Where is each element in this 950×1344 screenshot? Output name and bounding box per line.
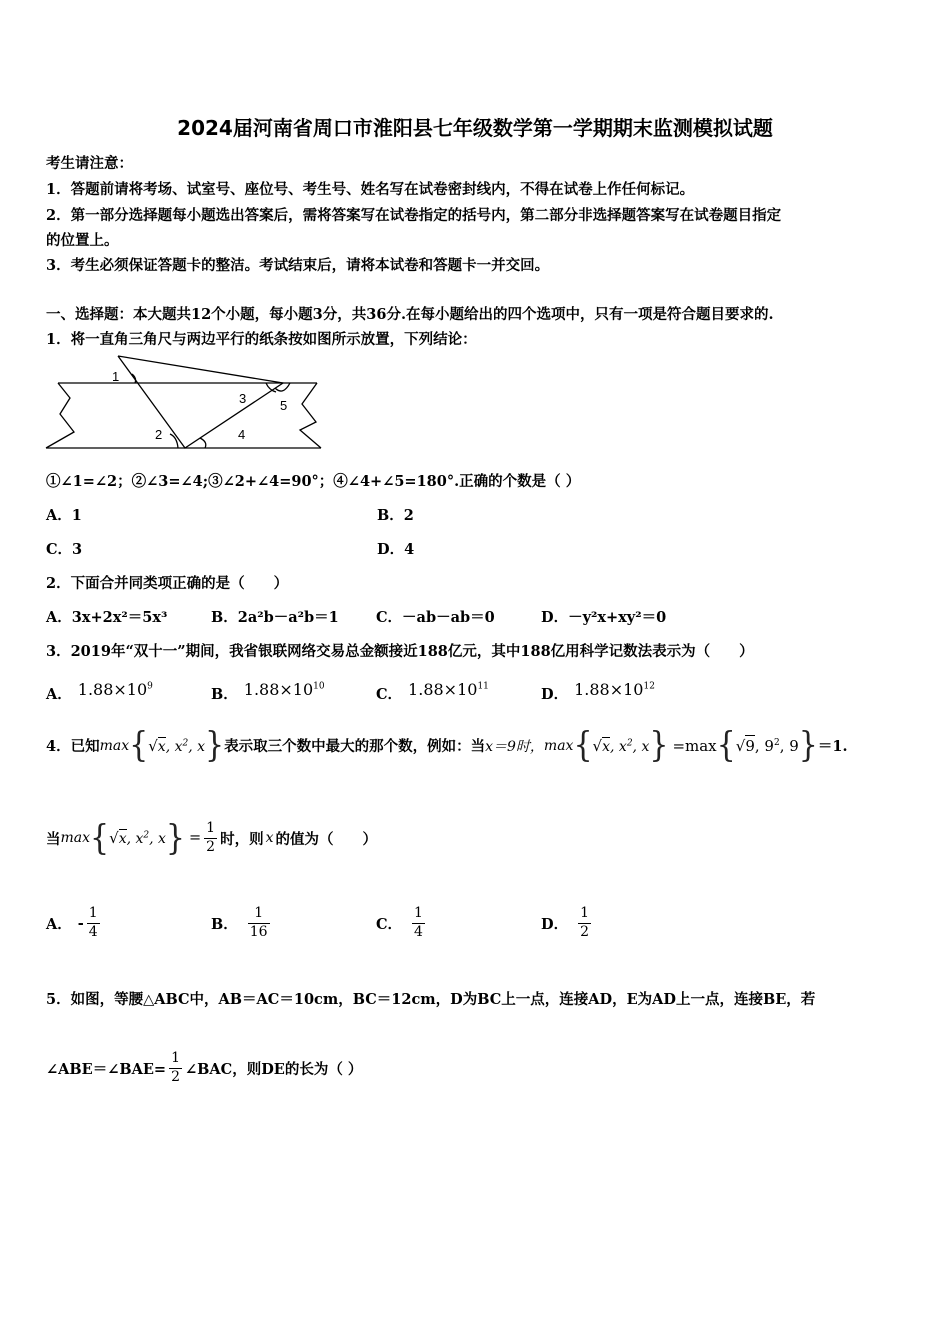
angle-4-arc xyxy=(200,438,206,448)
q4-option-a-fraction: $\frac{1}{4}$ xyxy=(88,905,98,940)
q4-line2-tail: 的值为（ ） xyxy=(275,830,377,848)
right-brace-icon: } xyxy=(205,725,225,766)
q4-args-2: √x, $x^2$, x xyxy=(592,736,650,755)
q2-option-c xyxy=(376,606,495,627)
q3-option-c xyxy=(376,680,489,704)
q3-option-d-label: D． xyxy=(541,686,569,703)
q3-option-a-value: $1.88\times 10^9$ xyxy=(77,680,153,699)
q1-figure xyxy=(40,352,330,454)
q5-stem: 5．如图，等腰△ABC中，AB＝AC＝10cm，BC＝12cm，D为BC上一点，连接AD，E为AD上一点，连接BE，若 xyxy=(46,991,816,1008)
q1-option-b: B．2 xyxy=(377,507,414,524)
q2-stem: 2．下面合并同类项正确的是（ ） xyxy=(46,575,289,592)
q4-option-b-label: B． xyxy=(211,915,238,933)
q4-option-d-label: D． xyxy=(541,915,569,933)
q4-option-c-label: C． xyxy=(376,915,403,933)
q4-option-c-fraction: $\frac{1}{4}$ xyxy=(414,905,423,940)
q4-option-a-sign: - xyxy=(77,914,84,932)
label-2: 2 xyxy=(155,427,163,442)
label-4: 4 xyxy=(238,427,246,442)
label-5: 5 xyxy=(280,398,288,413)
page-title: 2024届河南省周口市淮阳县七年级数学第一学期期末监测模拟试题 xyxy=(177,116,773,140)
notice-item-1: 1．答题前请将考场、试室号、座位号、考生号、姓名写在试卷密封线内，不得在试卷上作任何标记。 xyxy=(46,181,695,198)
q4-option-a-label: A． xyxy=(46,915,72,933)
q3-option-d-value: $1.88\times 10^{12}$ xyxy=(574,680,655,699)
q1-option-a: A．1 xyxy=(46,507,82,524)
q4-mid: 表示取三个数中最大的那个数，例如：当 xyxy=(224,738,486,755)
q4-line2-prefix: 当 xyxy=(46,830,61,848)
label-1: 1 xyxy=(112,369,120,384)
q4-option-d-fraction: $\frac{1}{2}$ xyxy=(580,905,589,940)
q2-option-d-label: D． xyxy=(541,609,569,626)
q2-option-d-text: －y²x+xy²＝0 xyxy=(568,609,667,626)
q2-option-d xyxy=(541,606,666,627)
q1-option-d: D．4 xyxy=(377,541,415,558)
q4-prefix: 4．已知 xyxy=(46,738,100,755)
notice-item-3: 3．考生必须保证答题卡的整洁。考试结束后，请将本试卷和答题卡一并交回。 xyxy=(46,257,550,274)
q2-option-c-label: C． xyxy=(376,609,403,626)
q2-option-b-label: B． xyxy=(211,609,238,626)
q4-line2-max: max xyxy=(60,830,91,846)
q5-line2-b: ∠BAC，则DE的长为（ ） xyxy=(185,1060,363,1078)
q3-option-b-label: B． xyxy=(211,686,238,703)
q2-option-a-text: 3x+2x²＝5x³ xyxy=(71,609,168,626)
q1-stem: 1．将一直角三角尺与两边平行的纸条按如图所示放置，下列结论： xyxy=(46,331,477,348)
q4-example-max-label: max xyxy=(543,737,574,754)
strip-right-edge xyxy=(300,383,321,448)
q4-line2-x: x xyxy=(265,830,274,846)
q4-option-a xyxy=(46,905,103,941)
notice-item-2-cont: 的位置上。 xyxy=(46,232,119,249)
q4-option-c xyxy=(376,905,428,941)
q4-rhs-fraction: $\frac{1}{2}$ xyxy=(206,820,216,855)
q3-option-a-label: A． xyxy=(46,686,72,703)
q2-option-a-label: A． xyxy=(46,609,72,626)
q3-option-a xyxy=(46,680,153,704)
q4-line2-args: √x, $x^2$, x xyxy=(109,829,166,847)
q5-fraction: $\frac{1}{2}$ xyxy=(171,1050,180,1085)
label-3: 3 xyxy=(239,391,247,406)
section-heading: 一、选择题：本大题共12个小题，每小题3分，共36分.在每小题给出的四个选项中，只有一项是符合题目要求的. xyxy=(46,306,774,323)
q4-line-1 xyxy=(46,725,848,766)
q4-option-d xyxy=(541,905,594,941)
q5-line2-a: ∠ABE＝∠BAE= xyxy=(46,1060,167,1078)
right-brace-icon: } xyxy=(649,725,669,766)
q3-stem: 3．2019年“双十一”期间，我省银联网络交易总金额接近188亿元，其中188亿用科学记数法表示为（ ） xyxy=(46,643,754,660)
q2-option-c-text: －ab－ab＝0 xyxy=(402,609,495,626)
q4-args: √x, $x^2$, x xyxy=(148,736,206,755)
q1-option-c: C．3 xyxy=(46,541,83,558)
q4-x-eq: x＝9时， xyxy=(485,738,544,755)
left-brace-icon: { xyxy=(573,725,593,766)
q3-option-b-value: $1.88\times 10^{10}$ xyxy=(243,680,325,699)
notice-item-2: 2．第一部分选择题每小题选出答案后，需将答案写在试卷指定的括号内，第二部分非选择题答案写在试卷题目指定 xyxy=(46,207,782,224)
q1-statements: ①∠1=∠2；②∠3=∠4;③∠2+∠4=90°；④∠4+∠5=180°.正确的个数是（ ） xyxy=(46,473,581,490)
q4-example-max: =max xyxy=(672,736,717,755)
q4-example-args: √9, $9^2$, 9 xyxy=(735,736,799,755)
right-brace-icon: } xyxy=(165,817,186,859)
q3-option-d xyxy=(541,680,655,704)
q4-option-b-fraction: $\frac{1}{16}$ xyxy=(249,905,268,940)
right-brace-icon: } xyxy=(798,725,818,766)
q3-option-c-label: C． xyxy=(376,686,403,703)
strip-left-edge xyxy=(46,383,74,448)
left-brace-icon: { xyxy=(716,725,736,766)
q3-option-c-value: $1.88\times 10^{11}$ xyxy=(408,680,489,699)
q4-line2-suffix: 时，则 xyxy=(220,830,264,848)
set-square xyxy=(118,356,283,448)
left-brace-icon: { xyxy=(90,817,110,859)
q2-option-b-text: 2a²b－a²b＝1 xyxy=(237,609,339,626)
q2-option-a xyxy=(46,606,167,627)
q5-line-2 xyxy=(46,1050,362,1086)
q2-option-b xyxy=(211,606,339,627)
notice-header: 考生请注意： xyxy=(46,155,133,172)
q4-result: ＝1. xyxy=(817,738,848,755)
left-brace-icon: { xyxy=(129,725,149,766)
q4-max: max xyxy=(99,737,130,754)
q3-option-b xyxy=(211,680,325,704)
q4-line-2: 当 max { √x, $x^2$, x } = $\frac{1}{2}$ 时，则 x 的值为（ ） xyxy=(46,817,377,859)
q4-option-b xyxy=(211,905,273,941)
